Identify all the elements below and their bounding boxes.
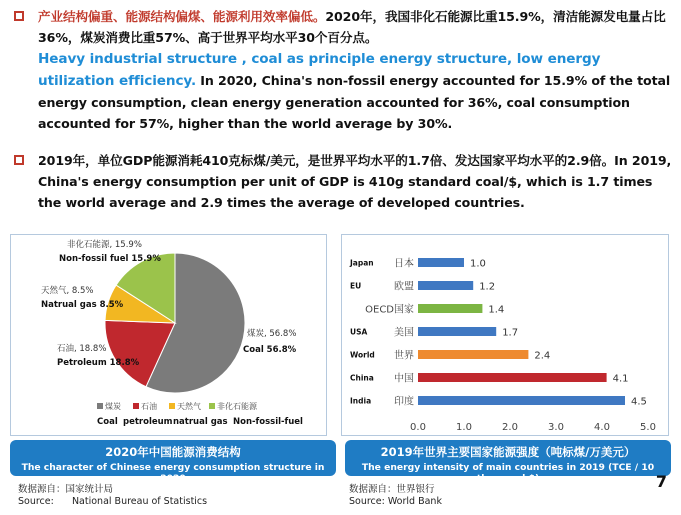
bar-india bbox=[418, 396, 625, 405]
legend-coal-en: Coal bbox=[97, 417, 118, 427]
legend-nonfossil-en: Non-fossil-fuel bbox=[233, 417, 303, 427]
pie-chart-title: 2020年中国能源消费结构 bbox=[105, 445, 241, 459]
bar-chart bbox=[342, 235, 668, 435]
bar-chart-panel bbox=[341, 234, 669, 436]
source-left-cn: 数据源自：国家统计局 bbox=[18, 484, 114, 495]
source-left bbox=[18, 484, 207, 508]
bullet-1-cn-body: 2020年，我国非化石能源比重15.9%，清洁能源发电量占比36%，煤炭消费比重57%、高于世界平均水平30个百分点。 bbox=[38, 9, 666, 45]
pie-chart-caption bbox=[10, 440, 336, 484]
pie-label-petroleum-en: Petroleum 18.8% bbox=[57, 358, 140, 368]
bullet-2 bbox=[14, 150, 674, 213]
pie-label-gas-cn: 天然气, 8.5% bbox=[41, 286, 94, 296]
bullet-1 bbox=[14, 6, 674, 134]
bar-japan bbox=[418, 258, 464, 267]
source-right-cn: 数据源自：世界银行 bbox=[349, 484, 435, 495]
x-tick-label: 2.0 bbox=[502, 422, 518, 433]
legend-gas-en: natrual gas bbox=[173, 417, 228, 427]
bullet-2-cn-body: 2019年，单位GDP能源消耗410克标煤/美元，是世界平均水平的1.7倍、发达国家平均水平的2.9倍。 bbox=[38, 153, 615, 168]
bar-value-label-india: 4.5 bbox=[631, 396, 647, 408]
pie-chart-subtitle: The character of Chinese energy consumption structure in 2020 bbox=[21, 462, 325, 484]
pie-chart-panel bbox=[10, 234, 327, 436]
bar-value-label-oecd: 1.4 bbox=[488, 304, 505, 316]
source-right bbox=[349, 484, 442, 508]
bar-country-en-china: China bbox=[350, 373, 374, 383]
bar-world bbox=[418, 350, 528, 359]
legend-swatch-petroleum bbox=[133, 403, 139, 409]
bar-oecd bbox=[418, 304, 482, 313]
x-tick-label: 4.0 bbox=[594, 422, 610, 433]
bar-country-cn-india: 印度 bbox=[394, 396, 414, 408]
bar-value-label-eu: 1.2 bbox=[479, 281, 496, 293]
source-left-en: Source: National Bureau of Statistics bbox=[18, 496, 208, 507]
legend-swatch-gas bbox=[169, 403, 175, 409]
bar-country-en-usa: USA bbox=[350, 327, 368, 337]
bar-country-cn-china: 中国 bbox=[394, 373, 414, 385]
bar-country-cn-world: 世界 bbox=[394, 350, 414, 362]
x-tick-label: 5.0 bbox=[640, 422, 656, 433]
bullet-square-icon bbox=[14, 155, 24, 165]
pie-label-nonfossil-en: Non-fossil fuel 15.9% bbox=[59, 254, 161, 264]
pie-label-coal-cn: 煤炭, 56.8% bbox=[247, 329, 297, 339]
bar-chart-caption bbox=[345, 440, 671, 484]
bar-chart-subtitle: The energy intensity of main countries in 2019 (TCE / 10 thousand $) bbox=[361, 462, 655, 484]
legend-petroleum-en: petroleum bbox=[123, 417, 173, 427]
bar-country-cn-eu: 欧盟 bbox=[394, 281, 414, 293]
legend-swatch-nonfossil bbox=[209, 403, 215, 409]
bullet-2-text bbox=[38, 150, 674, 213]
x-tick-label: 3.0 bbox=[548, 422, 564, 433]
pie-label-gas-en: Natrual gas 8.5% bbox=[41, 300, 124, 310]
bar-value-label-china: 4.1 bbox=[612, 373, 629, 385]
bullet-square-icon bbox=[14, 11, 24, 21]
pie-label-petroleum-cn: 石油, 18.8% bbox=[57, 344, 107, 354]
bar-country-en-japan: Japan bbox=[350, 258, 374, 268]
legend-coal-cn: 煤炭 bbox=[105, 402, 121, 411]
pie-chart bbox=[11, 235, 326, 435]
pie-label-coal-en: Coal 56.8% bbox=[243, 345, 297, 355]
bullet-1-en-highlight: Heavy industrial structure , coal as principle energy structure, low energy utilization efficiency. bbox=[38, 51, 601, 89]
source-right-en: Source: World Bank bbox=[349, 496, 442, 507]
bar-usa bbox=[418, 327, 496, 336]
bullet-1-text bbox=[38, 6, 674, 134]
bar-eu bbox=[418, 281, 473, 290]
legend-swatch-coal bbox=[97, 403, 103, 409]
x-tick-label: 1.0 bbox=[456, 422, 472, 433]
bar-country-en-eu: EU bbox=[350, 281, 362, 291]
bar-country-en-india: India bbox=[350, 396, 372, 406]
bullet-2-en-body: In 2019, China's energy consumption per unit of GDP is 410g standard coal/$, which is 1.7 times the world average and 2.9 times the average of developed countries. bbox=[38, 153, 672, 210]
pie-legend bbox=[97, 401, 303, 427]
bar-country-cn-oecd: OECD国家 bbox=[365, 304, 414, 316]
bar-value-label-usa: 1.7 bbox=[502, 327, 519, 339]
bar-value-label-japan: 1.0 bbox=[470, 258, 486, 270]
bar-country-en-world: World bbox=[350, 350, 375, 360]
legend-petroleum-cn: 石油 bbox=[141, 402, 157, 411]
legend-nonfossil-cn: 非化石能源 bbox=[217, 402, 257, 411]
page-number: 7 bbox=[655, 472, 667, 491]
bar-value-label-world: 2.4 bbox=[534, 350, 551, 362]
bar-country-cn-usa: 美国 bbox=[394, 327, 414, 339]
pie-label-nonfossil-cn: 非化石能源, 15.9% bbox=[67, 240, 142, 250]
legend-gas-cn: 天然气 bbox=[177, 402, 201, 411]
bar-china bbox=[418, 373, 607, 382]
bar-country-cn-japan: 日本 bbox=[394, 258, 414, 270]
bar-chart-title: 2019年世界主要国家能源强度（吨标煤/万美元） bbox=[380, 445, 636, 459]
bullet-1-en-body: In 2020, China's non-fossil energy accounted for 15.9% of the total energy consumption, clean energy generation accounted for 36%, coal consumption accounted for 57%, higher than the world average by 30%. bbox=[38, 73, 671, 131]
bullet-1-cn-highlight: 产业结构偏重、能源结构偏煤、能源利用效率偏低。 bbox=[38, 9, 326, 24]
x-tick-label: 0.0 bbox=[410, 422, 426, 433]
